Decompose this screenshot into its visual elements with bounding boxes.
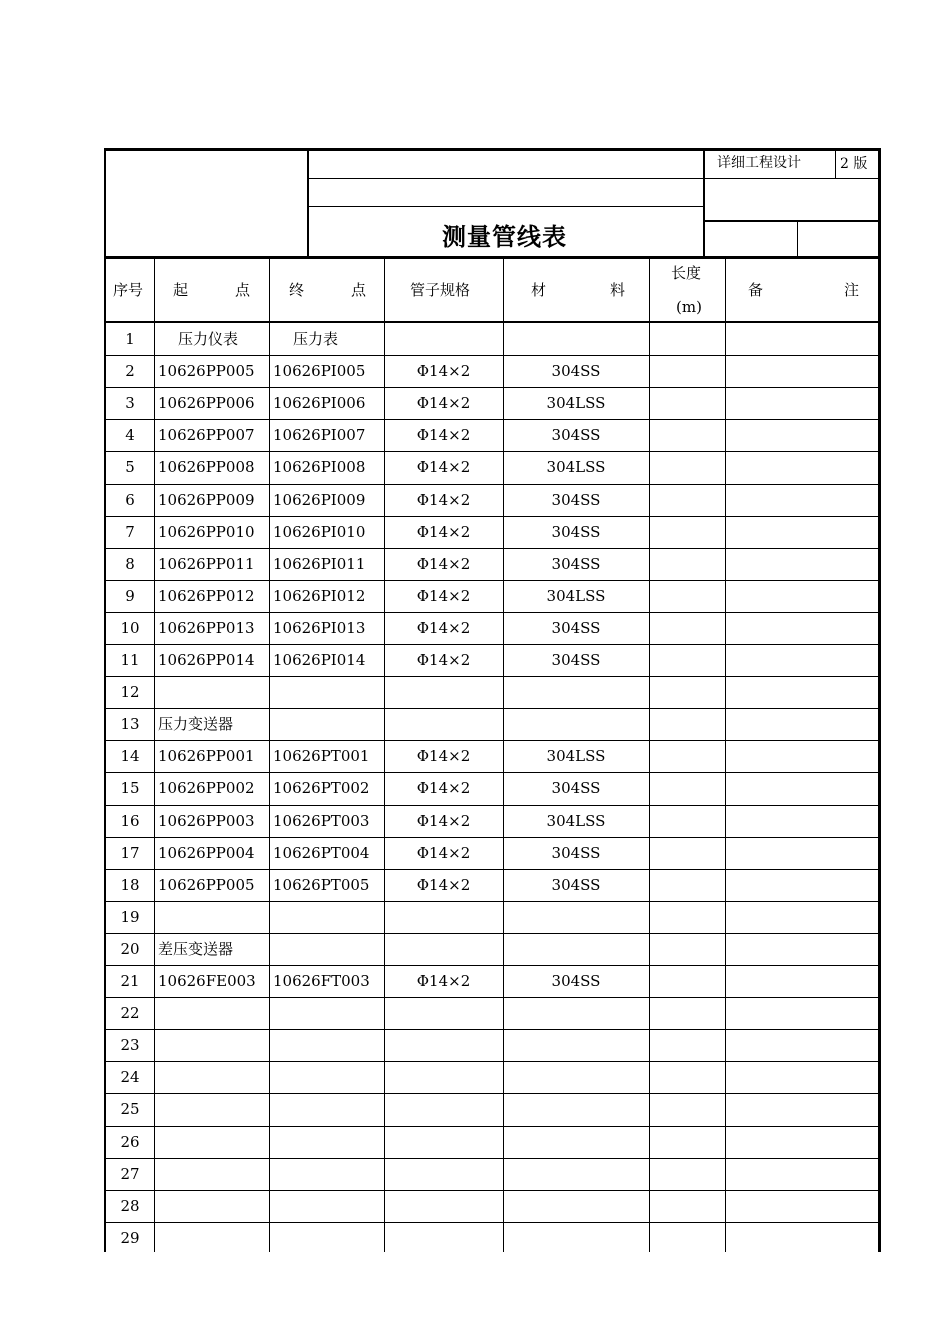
row-seq: 22 [120, 1004, 140, 1022]
row-seq: 20 [120, 940, 140, 958]
row-seq: 6 [125, 491, 135, 509]
row-divider [106, 772, 878, 773]
row-seq: 9 [125, 587, 135, 605]
row-to: 10626PI007 [273, 426, 366, 444]
row-spec: Φ14×2 [416, 876, 471, 894]
col-header-seq: 序号 [113, 281, 144, 299]
row-spec: Φ14×2 [416, 555, 471, 573]
row-from: 压力仪表 [178, 330, 239, 348]
title-block-divider-v1 [307, 150, 309, 257]
row-from: 10626PP005 [158, 362, 255, 380]
row-seq: 16 [120, 812, 140, 830]
row-seq: 1 [125, 330, 135, 348]
row-seq: 5 [125, 458, 135, 476]
row-to: 10626PI010 [273, 523, 366, 541]
row-from: 10626PP004 [158, 844, 255, 862]
row-seq: 24 [120, 1068, 140, 1086]
row-material: 304LSS [546, 458, 606, 476]
row-seq: 13 [120, 715, 140, 733]
row-to: 10626PT001 [273, 747, 370, 765]
outer-left-border [104, 148, 106, 1252]
row-seq: 25 [120, 1100, 140, 1118]
col-header-spec: 管子规格 [410, 281, 471, 299]
row-to: 10626PI005 [273, 362, 366, 380]
row-material: 304SS [551, 619, 601, 637]
row-seq: 3 [125, 394, 135, 412]
row-from: 10626PP009 [158, 491, 255, 509]
row-seq: 10 [120, 619, 140, 637]
row-to: 10626PI008 [273, 458, 366, 476]
row-spec: Φ14×2 [416, 844, 471, 862]
row-from: 10626PP011 [158, 555, 255, 573]
row-to: 10626PI014 [273, 651, 366, 669]
row-seq: 4 [125, 426, 135, 444]
row-seq: 12 [120, 683, 140, 701]
row-to: 10626PI009 [273, 491, 366, 509]
title-block-line-h1 [309, 178, 703, 179]
row-seq: 8 [125, 555, 135, 573]
row-divider [106, 355, 878, 356]
col-header-from-b: 点 [235, 281, 251, 299]
row-divider [106, 484, 878, 485]
column-divider [649, 258, 650, 1252]
row-divider [106, 805, 878, 806]
row-divider [106, 837, 878, 838]
row-spec: Φ14×2 [416, 779, 471, 797]
col-header-to-a: 终 [289, 281, 305, 299]
row-material: 304SS [551, 523, 601, 541]
title-block-line-v3 [835, 150, 836, 178]
col-header-to-b: 点 [351, 281, 367, 299]
row-material: 304LSS [546, 812, 606, 830]
row-material: 304SS [551, 426, 601, 444]
row-material: 304SS [551, 844, 601, 862]
page-title: 测量管线表 [442, 223, 567, 251]
row-spec: Φ14×2 [416, 523, 471, 541]
row-divider [106, 933, 878, 934]
row-divider [106, 1126, 878, 1127]
header-bottom-border [104, 321, 881, 323]
row-to: 10626PI011 [273, 555, 366, 573]
title-block-bottom-border [104, 256, 881, 259]
row-seq: 17 [120, 844, 140, 862]
row-from: 10626FE003 [158, 972, 256, 990]
row-material: 304LSS [546, 394, 606, 412]
row-divider [106, 965, 878, 966]
row-from: 10626PP014 [158, 651, 255, 669]
col-header-remark-b: 注 [844, 281, 860, 299]
row-from: 10626PP007 [158, 426, 255, 444]
row-seq: 7 [125, 523, 135, 541]
row-from: 10626PP006 [158, 394, 255, 412]
row-seq: 19 [120, 908, 140, 926]
row-material: 304SS [551, 972, 601, 990]
row-from: 10626PP012 [158, 587, 255, 605]
row-from: 差压变送器 [158, 940, 234, 958]
outer-right-border [878, 148, 881, 1252]
row-spec: Φ14×2 [416, 747, 471, 765]
row-seq: 14 [120, 747, 140, 765]
row-divider [106, 387, 878, 388]
row-to: 10626FT003 [273, 972, 370, 990]
row-seq: 23 [120, 1036, 140, 1054]
row-from: 10626PP001 [158, 747, 255, 765]
row-divider [106, 901, 878, 902]
row-divider [106, 612, 878, 613]
row-to: 10626PT004 [273, 844, 370, 862]
row-to: 10626PT005 [273, 876, 370, 894]
row-from: 压力变送器 [158, 715, 234, 733]
row-divider [106, 740, 878, 741]
row-material: 304SS [551, 876, 601, 894]
row-material: 304LSS [546, 587, 606, 605]
row-seq: 29 [120, 1229, 140, 1247]
row-from: 10626PP013 [158, 619, 255, 637]
column-divider [269, 258, 270, 1252]
row-material: 304SS [551, 779, 601, 797]
row-spec: Φ14×2 [416, 812, 471, 830]
row-to: 压力表 [293, 330, 339, 348]
row-material: 304SS [551, 491, 601, 509]
row-spec: Φ14×2 [416, 651, 471, 669]
row-spec: Φ14×2 [416, 587, 471, 605]
row-divider [106, 1029, 878, 1030]
row-divider [106, 708, 878, 709]
row-from: 10626PP003 [158, 812, 255, 830]
row-divider [106, 1190, 878, 1191]
row-divider [106, 676, 878, 677]
row-divider [106, 580, 878, 581]
row-material: 304SS [551, 651, 601, 669]
row-seq: 18 [120, 876, 140, 894]
row-to: 10626PT002 [273, 779, 370, 797]
title-block-line-h4 [705, 220, 879, 222]
row-material: 304LSS [546, 747, 606, 765]
row-spec: Φ14×2 [416, 362, 471, 380]
row-divider [106, 1093, 878, 1094]
row-divider [106, 644, 878, 645]
row-spec: Φ14×2 [416, 458, 471, 476]
row-divider [106, 869, 878, 870]
row-from: 10626PP008 [158, 458, 255, 476]
col-header-material-b: 料 [610, 281, 626, 299]
row-to: 10626PT003 [273, 812, 370, 830]
row-to: 10626PI013 [273, 619, 366, 637]
col-header-from-a: 起 [173, 281, 189, 299]
column-divider [154, 258, 155, 1252]
row-material: 304SS [551, 362, 601, 380]
row-seq: 26 [120, 1133, 140, 1151]
col-header-length-b: (m) [676, 298, 702, 316]
row-to: 10626PI012 [273, 587, 366, 605]
col-header-remark-a: 备 [748, 281, 764, 299]
title-block-line-h3 [705, 178, 879, 179]
revision-label: 2 版 [840, 156, 868, 172]
col-header-material-a: 材 [531, 281, 547, 299]
row-seq: 28 [120, 1197, 140, 1215]
row-divider [106, 419, 878, 420]
outer-top-border [104, 148, 881, 151]
row-seq: 2 [125, 362, 135, 380]
column-divider [725, 258, 726, 1252]
row-divider [106, 548, 878, 549]
row-seq: 21 [120, 972, 140, 990]
title-block-line-v4 [797, 222, 798, 257]
row-spec: Φ14×2 [416, 426, 471, 444]
row-spec: Φ14×2 [416, 394, 471, 412]
row-from: 10626PP010 [158, 523, 255, 541]
row-from: 10626PP005 [158, 876, 255, 894]
col-header-length-a: 长度 [671, 264, 702, 282]
row-seq: 27 [120, 1165, 140, 1183]
title-block-line-h2 [309, 206, 703, 207]
row-seq: 11 [120, 651, 140, 669]
title-block-divider-v2 [703, 150, 705, 257]
row-spec: Φ14×2 [416, 619, 471, 637]
row-spec: Φ14×2 [416, 491, 471, 509]
row-divider [106, 1222, 878, 1223]
row-divider [106, 997, 878, 998]
row-divider [106, 1158, 878, 1159]
row-divider [106, 451, 878, 452]
row-to: 10626PI006 [273, 394, 366, 412]
row-divider [106, 1061, 878, 1062]
row-spec: Φ14×2 [416, 972, 471, 990]
row-from: 10626PP002 [158, 779, 255, 797]
row-divider [106, 516, 878, 517]
row-material: 304SS [551, 555, 601, 573]
design-stage-label: 详细工程设计 [717, 155, 801, 171]
row-seq: 15 [120, 779, 140, 797]
